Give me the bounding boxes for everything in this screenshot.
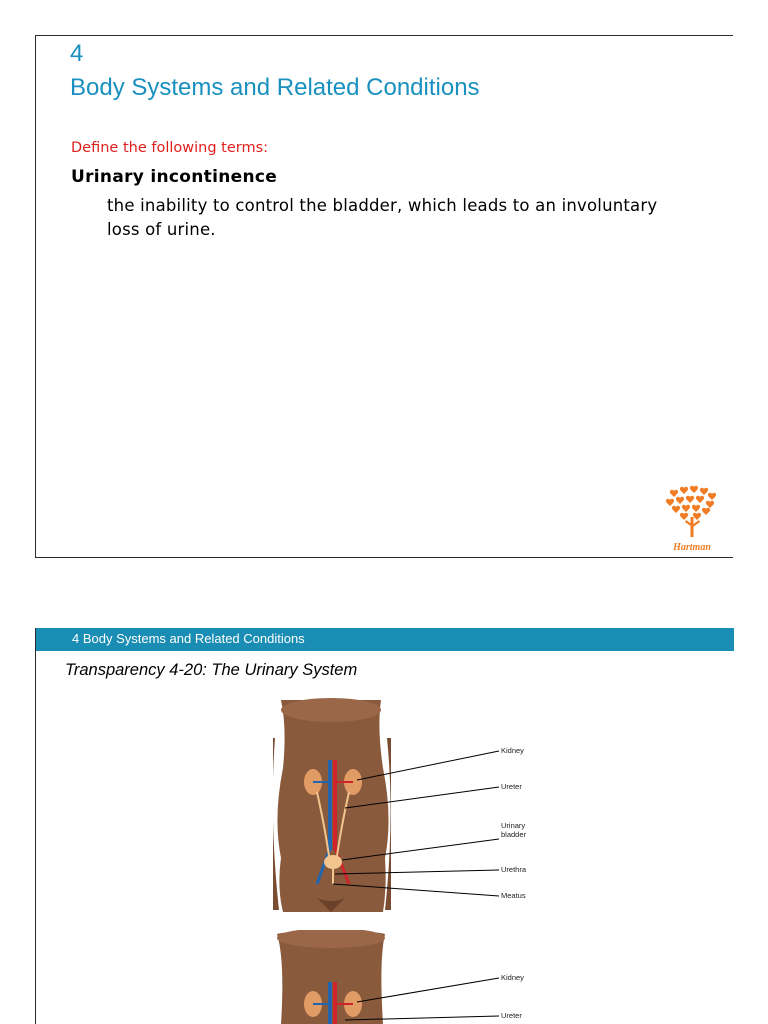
slide-header-text: 4 Body Systems and Related Conditions: [72, 631, 305, 646]
slide-title: Body Systems and Related Conditions: [70, 74, 480, 101]
define-prompt: Define the following terms:: [71, 140, 269, 156]
hartman-logo-text: Hartman: [673, 542, 711, 553]
hartman-logo: [664, 483, 720, 553]
slide-1: [35, 35, 733, 558]
label-urethra: Urethra: [501, 865, 527, 874]
transparency-title: Transparency 4-20: The Urinary System: [65, 661, 358, 679]
label-kidney: Kidney: [501, 746, 524, 755]
chapter-number: 4: [70, 40, 84, 67]
urinary-system-diagram-2: [273, 930, 539, 1024]
label-meatus: Meatus: [501, 891, 526, 900]
label-ureter: Ureter: [501, 782, 522, 791]
bladder: [324, 855, 342, 869]
label-urinary-bladder-line1: Urinary: [501, 821, 526, 830]
label-kidney-2: Kidney: [501, 973, 524, 982]
label-ureter-2: Ureter: [501, 1011, 522, 1020]
term-definition: the inability to control the bladder, which leads to an involuntary loss of urine.: [107, 196, 658, 239]
slide-2: [35, 628, 733, 1024]
label-urinary-bladder-line2: bladder: [501, 830, 527, 839]
term-heading: Urinary incontinence: [71, 167, 278, 187]
urinary-system-diagram: [273, 698, 539, 914]
slide-header-bar: [36, 628, 734, 651]
